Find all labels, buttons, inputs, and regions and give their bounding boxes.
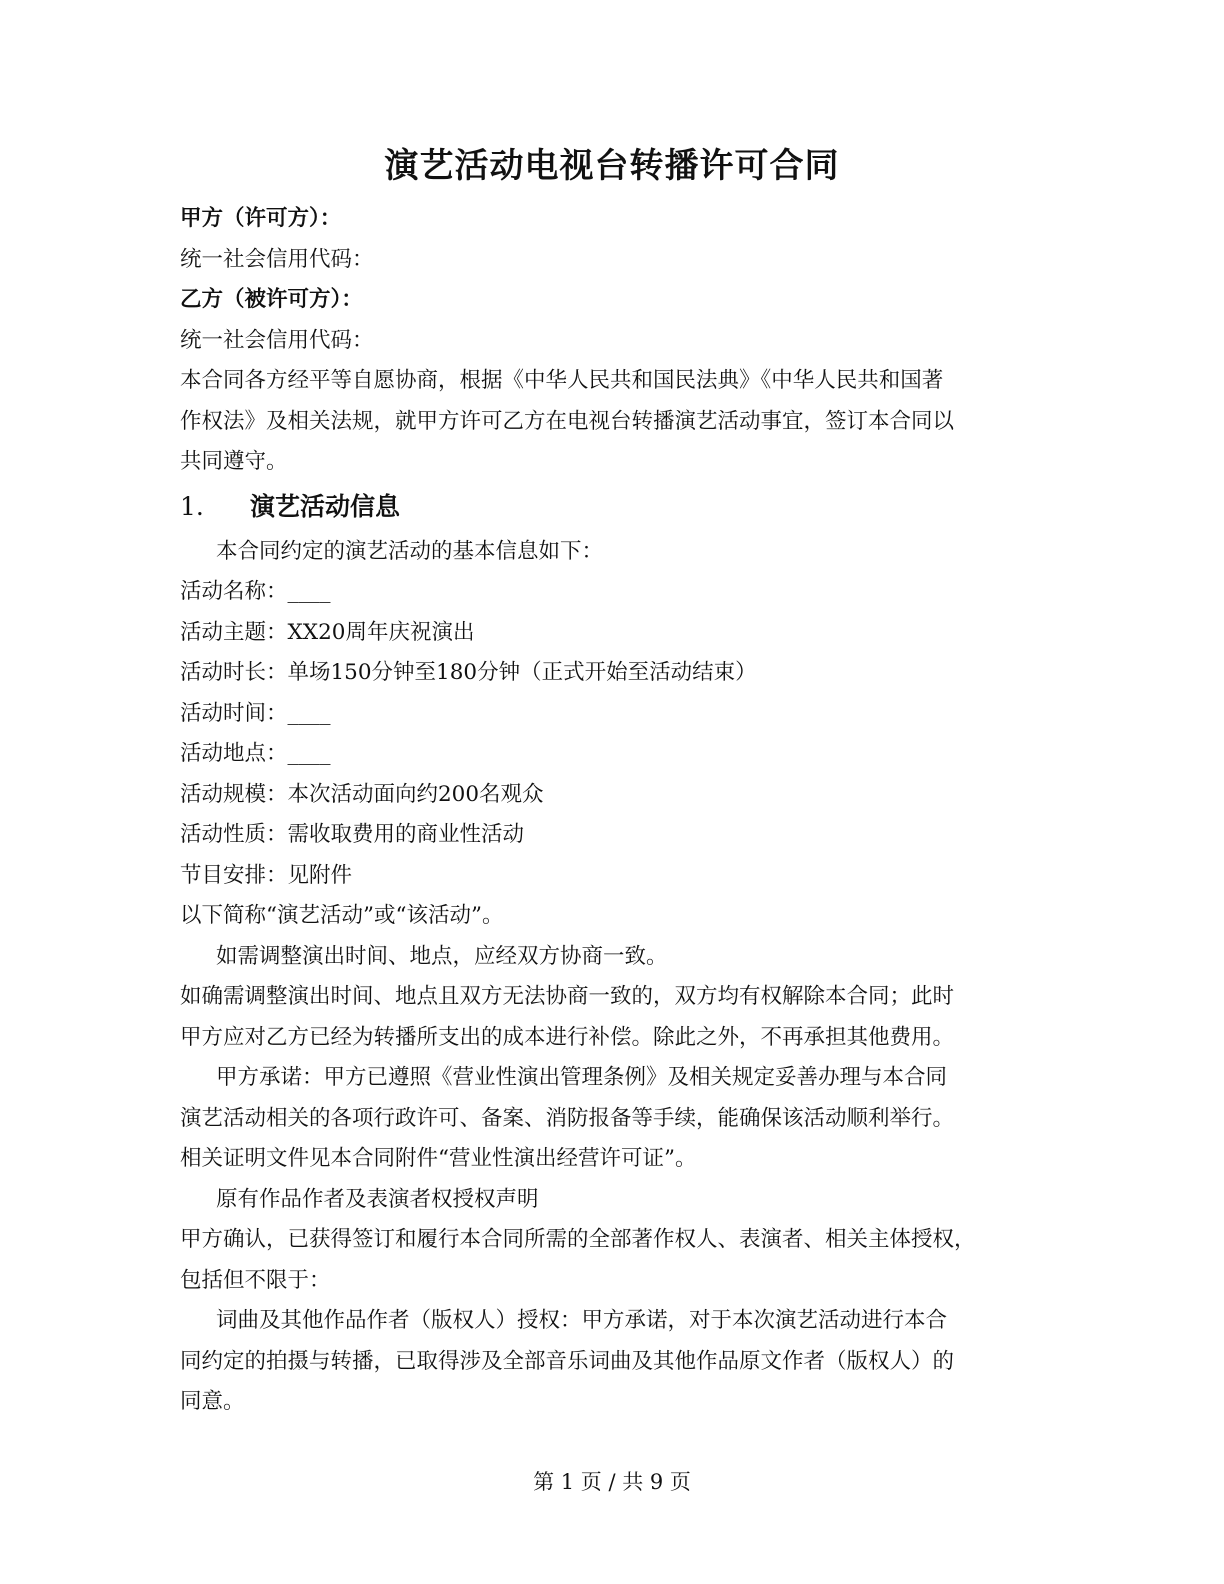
rights-heading: 原有作品作者及表演者权授权声明: [216, 1187, 539, 1212]
party-b-credit-code: 统一社会信用代码：: [180, 328, 374, 353]
field-activity-location: 活动地点：____: [180, 741, 331, 766]
promise-line: 甲方承诺：甲方已遵照《营业性演出管理条例》及相关规定妥善办理与本合同: [216, 1065, 948, 1090]
party-b-label: 乙方（被许可方）：: [180, 287, 363, 312]
field-program: 节目安排：见附件: [180, 863, 353, 888]
party-a-label: 甲方（许可方）：: [180, 206, 342, 231]
adjust-detail-line: 如确需调整演出时间、地点且双方无法协商一致的，双方均有权解除本合同；此时: [180, 984, 955, 1009]
page-number-footer: 第 1 页 / 共 9 页: [533, 1470, 691, 1494]
section-number: 1.: [180, 492, 204, 521]
party-a-credit-code: 统一社会信用代码：: [180, 247, 374, 272]
rights-confirm-line: 甲方确认，已获得签订和履行本合同所需的全部著作权人、表演者、相关主体授权，: [180, 1227, 976, 1252]
preamble-line: 共同遵守。: [180, 449, 288, 474]
adjust-detail-line: 甲方应对乙方已经为转播所支出的成本进行补偿。除此之外，不再承担其他费用。: [180, 1025, 955, 1050]
preamble-line: 本合同各方经平等自愿协商，根据《中华人民共和国民法典》《中华人民共和国著: [180, 368, 944, 393]
alias-line: 以下简称“演艺活动”或“该活动”。: [180, 903, 504, 928]
section-title: 演艺活动信息: [250, 492, 401, 521]
promise-line: 演艺活动相关的各项行政许可、备案、消防报备等手续，能确保该活动顺利举行。: [180, 1106, 955, 1131]
lyrics-auth-line: 同约定的拍摄与转播，已取得涉及全部音乐词曲及其他作品原文作者（版权人）的: [180, 1349, 955, 1374]
field-activity-time: 活动时间：____: [180, 701, 331, 726]
lyrics-auth-line: 同意。: [180, 1389, 245, 1414]
field-activity-theme: 活动主题：XX20周年庆祝演出: [180, 620, 475, 645]
document-title: 演艺活动电视台转播许可合同: [384, 146, 840, 186]
preamble-line: 作权法》及相关法规，就甲方许可乙方在电视台转播演艺活动事宜，签订本合同以: [180, 409, 955, 434]
adjust-line: 如需调整演出时间、地点，应经双方协商一致。: [216, 944, 668, 969]
lyrics-auth-line: 词曲及其他作品作者（版权人）授权：甲方承诺，对于本次演艺活动进行本合: [216, 1308, 948, 1333]
field-activity-scale: 活动规模：本次活动面向约200名观众: [180, 782, 544, 807]
rights-confirm-line: 包括但不限于：: [180, 1268, 331, 1293]
section-intro: 本合同约定的演艺活动的基本信息如下：: [216, 539, 604, 564]
section-heading: [180, 490, 400, 524]
field-activity-nature: 活动性质：需收取费用的商业性活动: [180, 822, 525, 847]
field-activity-name: 活动名称：____: [180, 579, 331, 604]
promise-line: 相关证明文件见本合同附件“营业性演出经营许可证”。: [180, 1146, 697, 1171]
field-activity-duration: 活动时长：单场150分钟至180分钟（正式开始至活动结束）: [180, 660, 757, 685]
